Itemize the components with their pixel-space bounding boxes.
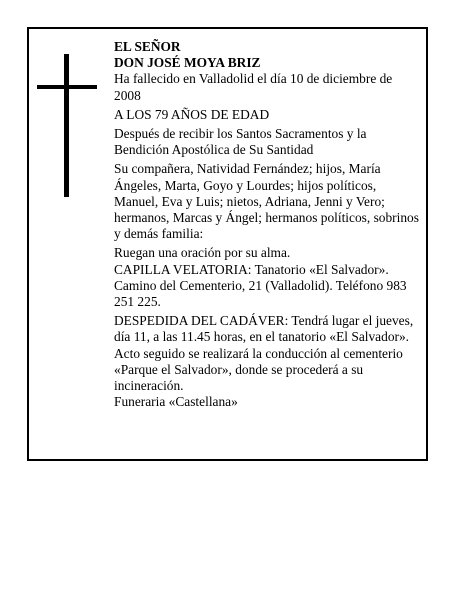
death-statement: Ha fallecido en Valladolid el día 10 de diciembre de 2008 [114, 71, 393, 103]
sacraments-line: Después de recibir los Santos Sacramentos y la Bendición Apostólica de Su Santidad [114, 126, 367, 158]
obituary-text [114, 39, 420, 410]
deceased-title: EL SEÑOR [114, 39, 181, 54]
cross-horizontal-bar [37, 85, 97, 89]
farewell-info: DESPEDIDA DEL CADÁVER: Tendrá lugar el jueves, día 11, a las 11.45 horas, en el tanatorio «El Salvador». Acto seguido se realizará la conducción al cementerio «Parque el Salvador», donde se procederá a su incineración. [114, 313, 414, 394]
cross-vertical-bar [64, 54, 69, 197]
cross-icon [37, 54, 97, 197]
prayer-request: Ruegan una oración por su alma. [114, 245, 291, 261]
family-list: Su compañera, Natividad Fernández; hijos, María Ángeles, Marta, Goyo y Lourdes; hijos políticos, Manuel, Eva y Luis; nietos, Adriana, Jenni y Vero; hermanos, Marcas y Ángel; hermanos políticos, sobrinos y demás familia: [114, 161, 419, 242]
chapel-info: CAPILLA VELATORIA: Tanatorio «El Salvador». Camino del Cementerio, 21 (Valladolid). Teléfono 983 251 225. [114, 261, 407, 310]
funeral-home: Funeraria «Castellana» [114, 394, 238, 410]
age-line: A LOS 79 AÑOS DE EDAD [114, 106, 270, 122]
deceased-name: DON JOSÉ MOYA BRIZ [114, 55, 261, 71]
